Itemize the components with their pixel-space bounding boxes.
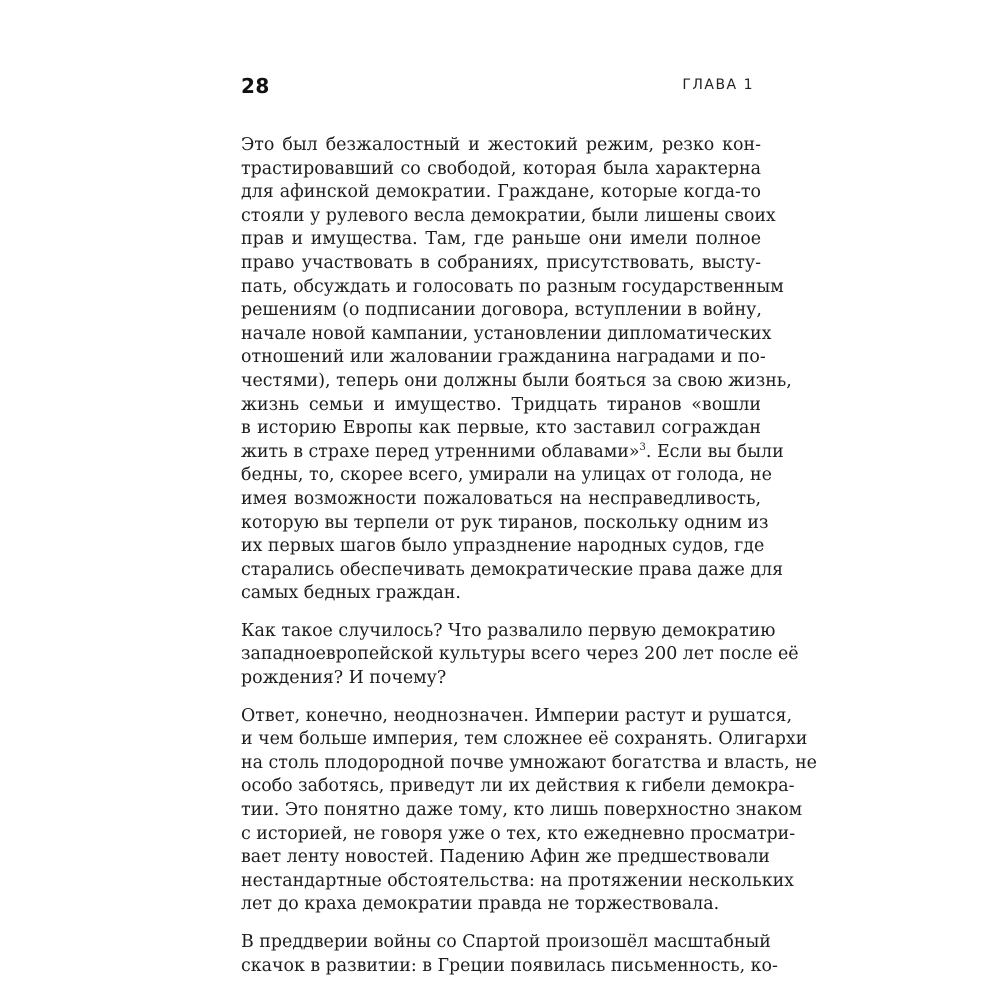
paragraph-3 — [241, 705, 817, 917]
text-line: тии. Это понятно даже тому, кто лишь поверхностно знаком — [241, 800, 803, 821]
text-line: и чем больше империя, тем сложнее её сохранять. Олигархи — [241, 729, 808, 750]
text-line: с историей, не говоря уже о тех, кто ежедневно просматри- — [241, 823, 796, 844]
text-line: рождения? И почему? — [241, 668, 447, 689]
text-line: для афинской демократии. Граждане, которые когда-то — [241, 182, 761, 203]
text-line: прав и имущества. Там, где раньше они имели полное — [241, 229, 761, 250]
text-line: лет до краха демократии правда не торжествовала. — [241, 894, 720, 915]
text-line: особо заботясь, приведут ли их действия к гибели демокра- — [241, 776, 795, 797]
text-line: самых бедных граждан. — [241, 583, 461, 604]
paragraph-1 — [241, 134, 792, 606]
paragraph-4 — [241, 931, 778, 978]
body-text — [241, 134, 817, 992]
chapter-title: ГЛАВА 1 — [682, 77, 754, 93]
text-line: Как такое случилось? Что развалило первую демократию — [241, 620, 776, 641]
text-line: Ответ, конечно, неоднозначен. Империи растут и рушатся, — [241, 705, 793, 726]
text-line: начале новой кампании, установлении дипломатических — [241, 323, 772, 344]
text-fragment: . Если вы были — [645, 441, 784, 462]
text-line: скачок в развитии: в Греции появилась письменность, ко- — [241, 955, 778, 976]
footnote-reference[interactable]: 3 — [639, 441, 646, 453]
text-line: отношений или жаловании гражданина наградами и по- — [241, 347, 766, 368]
text-line: право участвовать в собраниях, присутствовать, высту- — [241, 252, 761, 273]
text-line: вает ленту новостей. Падению Афин же предшествовали — [241, 847, 770, 868]
text-line: решениям (о подписании договора, вступлении в войну, — [241, 300, 762, 321]
text-line: бедны, то, скорее всего, умирали на улицах от голода, не — [241, 465, 772, 486]
text-line: трастировавший со свободой, которая была характерна — [241, 158, 761, 179]
text-line: честями), теперь они должны были бояться за свою жизнь, — [241, 370, 792, 391]
text-line: их первых шагов было упразднение народных судов, где — [241, 536, 765, 557]
text-line: нестандартные обстоятельства: на протяжении нескольких — [241, 870, 794, 891]
running-header — [241, 74, 754, 100]
text-line: которую вы терпели от рук тиранов, поскольку одним из — [241, 512, 769, 533]
text-line: имея возможности пожаловаться на несправедливость, — [241, 488, 761, 509]
text-line: стояли у рулевого весла демократии, были лишены своих — [241, 205, 776, 226]
text-line: на столь плодородной почве умножают богатства и власть, не — [241, 752, 817, 773]
text-fragment: жить в страхе перед утренними облавами» — [241, 441, 640, 462]
text-line: старались обеспечивать демократические права даже для — [241, 559, 784, 580]
footnote-text-line — [241, 441, 784, 465]
text-line: западноевропейской культуры всего через 200 лет после её — [241, 644, 799, 665]
text-line: В преддверии войны со Спартой произошёл масштабный — [241, 932, 771, 952]
paragraph-2 — [241, 620, 799, 691]
text-line: жизнь семьи и имущество. Тридцать тиранов «вошли — [241, 394, 761, 415]
text-line: пать, обсуждать и голосовать по разным государственным — [241, 276, 784, 297]
text-line: в историю Европы как первые, кто заставил сограждан — [241, 418, 761, 439]
page-number: 28 — [241, 74, 270, 98]
text-line: Это был безжалостный и жестокий режим, резко кон- — [241, 135, 761, 155]
